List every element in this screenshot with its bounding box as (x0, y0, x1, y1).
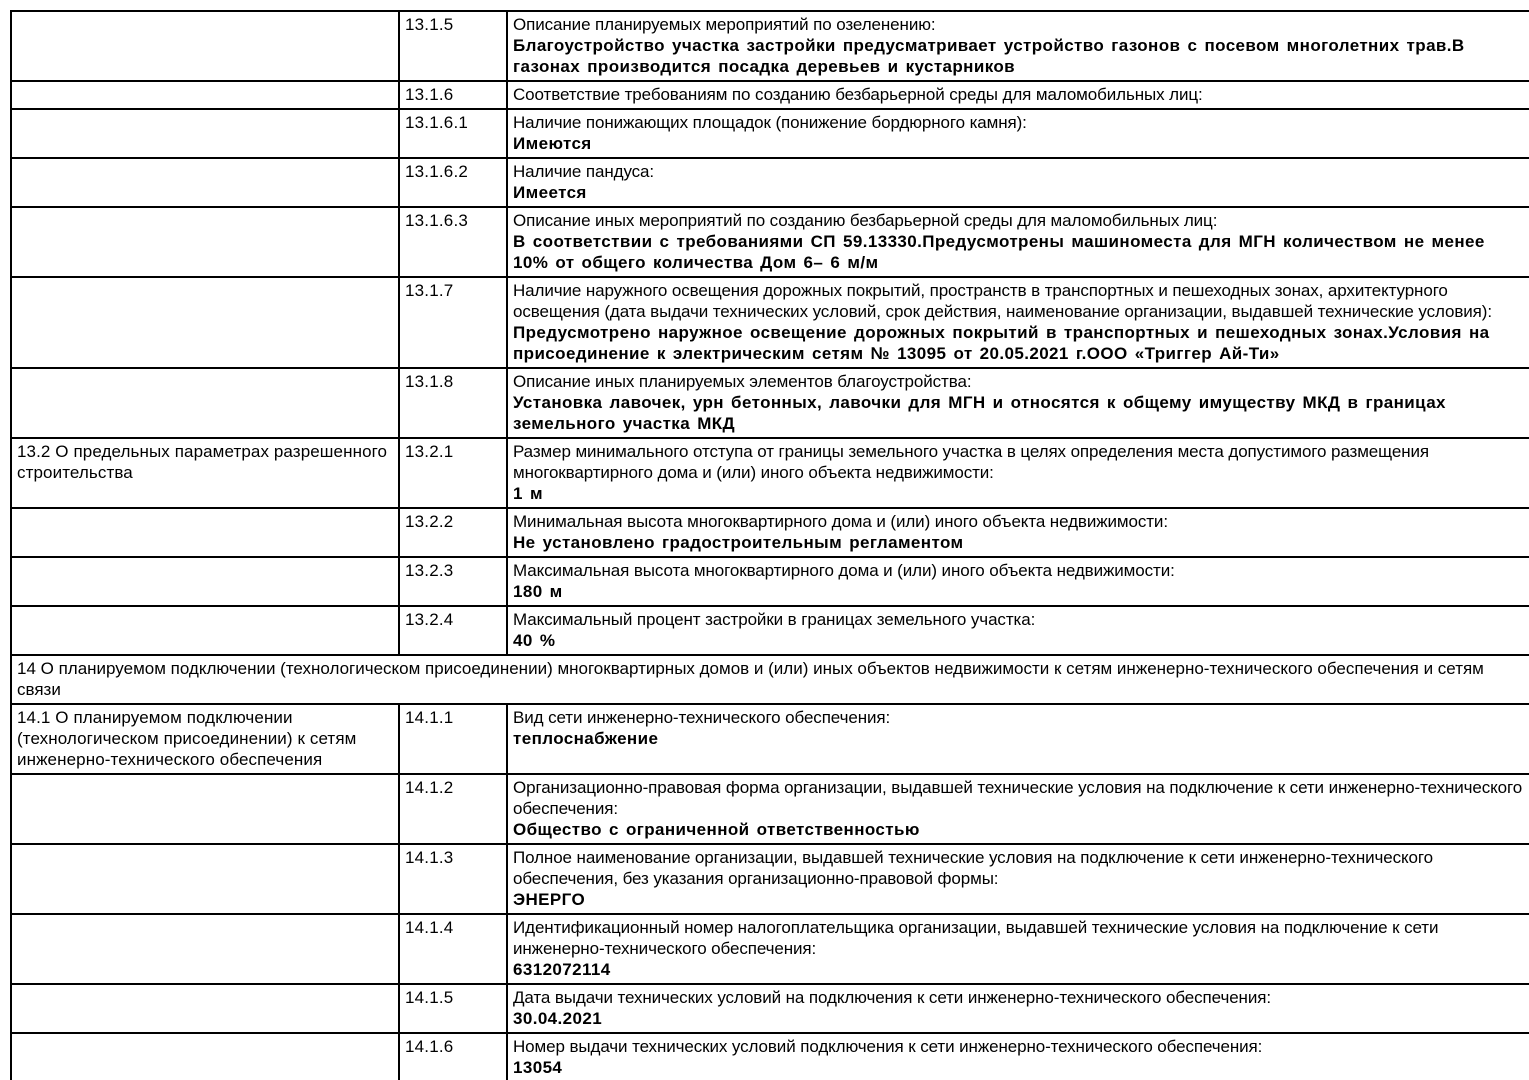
answer-text: Установка лавочек, урн бетонных, лавочки для МГН и относятся к общему имуществу МКД в границах земельного участка МКД (513, 393, 1446, 433)
section-label-cell (11, 984, 399, 1033)
answer-text: Благоустройство участка застройки предусматривает устройство газонов с посевом многолетних трав.В газонах производится посадка деревьев и кустарников (513, 36, 1465, 76)
item-number-cell: 13.1.6.1 (399, 109, 507, 158)
question-text: Размер минимального отступа от границы земельного участка в целях определения места допустимого размещения многоквартирного дома и (или) иного объекта недвижимости: (513, 442, 1429, 482)
table-row (11, 914, 1529, 984)
declaration-table-body (11, 11, 1529, 1080)
item-number-cell: 14.1.5 (399, 984, 507, 1033)
answer-text: 30.04.2021 (513, 1009, 603, 1028)
section-label-cell (11, 109, 399, 158)
answer-text: 13054 (513, 1058, 563, 1077)
item-content-cell (507, 207, 1529, 277)
table-row (11, 207, 1529, 277)
question-text: Наличие пандуса: (513, 162, 655, 181)
table-row (11, 1033, 1529, 1080)
item-number-cell: 13.1.6.2 (399, 158, 507, 207)
item-content-cell (507, 606, 1529, 655)
item-content-cell (507, 704, 1529, 774)
item-content-cell (507, 81, 1529, 109)
answer-text: Общество с ограниченной ответственностью (513, 820, 920, 839)
section-label-cell (11, 207, 399, 277)
answer-text: В соответствии с требованиями СП 59.13330.Предусмотрены машиноместа для МГН количеством не менее 10% от общего количества Дом 6– 6 м/м (513, 232, 1485, 272)
section-label-cell: 13.2 О предельных параметрах разрешенного строительства (11, 438, 399, 508)
table-row (11, 844, 1529, 914)
question-text: Наличие понижающих площадок (понижение бордюрного камня): (513, 113, 1027, 132)
declaration-table (10, 10, 1529, 1080)
section-label-cell (11, 844, 399, 914)
question-text: Идентификационный номер налогоплательщика организации, выдавшей технические условия на подключение к сети инженерно-технического обеспечения: (513, 918, 1439, 958)
item-content-cell (507, 277, 1529, 368)
question-text: Максимальный процент застройки в границах земельного участка: (513, 610, 1036, 629)
question-text: Номер выдачи технических условий подключения к сети инженерно-технического обеспечения: (513, 1037, 1263, 1056)
item-content-cell (507, 11, 1529, 81)
item-content-cell (507, 109, 1529, 158)
table-row (11, 438, 1529, 508)
table-row (11, 368, 1529, 438)
table-row (11, 774, 1529, 844)
table-row (11, 158, 1529, 207)
question-text: Соответствие требованиям по созданию безбарьерной среды для маломобильных лиц: (513, 85, 1203, 104)
section-label-cell (11, 81, 399, 109)
item-content-cell (507, 158, 1529, 207)
table-row (11, 606, 1529, 655)
item-content-cell (507, 984, 1529, 1033)
question-text: Наличие наружного освещения дорожных покрытий, пространств в транспортных и пешеходных зонах, архитектурного освещения (дата выдачи технических условий, срок действия, наименование организации, выдавшей технические условия): (513, 281, 1492, 321)
question-text: Описание планируемых мероприятий по озеленению: (513, 15, 936, 34)
answer-text: Предусмотрено наружное освещение дорожных покрытий в транспортных и пешеходных зонах.Условия на присоединение к электрическим сетям № 13095 от 20.05.2021 г.ООО «Триггер Ай-Ти» (513, 323, 1490, 363)
item-number-cell: 13.1.6.3 (399, 207, 507, 277)
answer-text: Имеется (513, 183, 587, 202)
section-label-cell (11, 368, 399, 438)
question-text: Максимальная высота многоквартирного дома и (или) иного объекта недвижимости: (513, 561, 1175, 580)
section-label-cell (11, 508, 399, 557)
item-number-cell: 13.1.5 (399, 11, 507, 81)
answer-text: 40 % (513, 631, 556, 650)
question-text: Минимальная высота многоквартирного дома и (или) иного объекта недвижимости: (513, 512, 1168, 531)
item-number-cell: 13.2.3 (399, 557, 507, 606)
table-row (11, 984, 1529, 1033)
section-label-cell (11, 774, 399, 844)
answer-text: теплоснабжение (513, 729, 659, 748)
item-number-cell: 14.1.2 (399, 774, 507, 844)
item-content-cell (507, 557, 1529, 606)
section-label-cell (11, 158, 399, 207)
section-label-cell (11, 914, 399, 984)
section-header-text: 14 О планируемом подключении (технологическом присоединении) многоквартирных домов и (или) иных объектов недвижимости к сетям инженерно-технического обеспечения и сетям связи (11, 655, 1529, 704)
item-number-cell: 13.1.7 (399, 277, 507, 368)
item-number-cell: 13.2.1 (399, 438, 507, 508)
section-label-cell: 14.1 О планируемом подключении (технологическом присоединении) к сетям инженерно-технического обеспечения (11, 704, 399, 774)
table-row (11, 109, 1529, 158)
item-number-cell: 13.1.6 (399, 81, 507, 109)
item-number-cell: 13.2.4 (399, 606, 507, 655)
question-text: Организационно-правовая форма организации, выдавшей технические условия на подключение к сети инженерно-технического обеспечения: (513, 778, 1523, 818)
answer-text: Не установлено градостроительным регламентом (513, 533, 964, 552)
question-text: Описание иных мероприятий по созданию безбарьерной среды для маломобильных лиц: (513, 211, 1218, 230)
section-header-row (11, 655, 1529, 704)
section-label-cell (11, 606, 399, 655)
item-content-cell (507, 844, 1529, 914)
section-label-cell (11, 557, 399, 606)
item-number-cell: 13.2.2 (399, 508, 507, 557)
section-label-cell (11, 11, 399, 81)
answer-text: 180 м (513, 582, 563, 601)
item-number-cell: 14.1.4 (399, 914, 507, 984)
table-row (11, 508, 1529, 557)
section-label-cell (11, 1033, 399, 1080)
section-label-cell (11, 277, 399, 368)
answer-text: 6312072114 (513, 960, 611, 979)
answer-text: 1 м (513, 484, 543, 503)
question-text: Описание иных планируемых элементов благоустройства: (513, 372, 972, 391)
item-number-cell: 14.1.6 (399, 1033, 507, 1080)
table-row (11, 277, 1529, 368)
item-content-cell (507, 914, 1529, 984)
answer-text: Имеются (513, 134, 592, 153)
question-text: Вид сети инженерно-технического обеспечения: (513, 708, 891, 727)
item-number-cell: 14.1.3 (399, 844, 507, 914)
table-row (11, 11, 1529, 81)
item-content-cell (507, 368, 1529, 438)
item-content-cell (507, 438, 1529, 508)
item-content-cell (507, 1033, 1529, 1080)
table-row (11, 81, 1529, 109)
item-number-cell: 13.1.8 (399, 368, 507, 438)
table-row (11, 704, 1529, 774)
item-number-cell: 14.1.1 (399, 704, 507, 774)
question-text: Дата выдачи технических условий на подключения к сети инженерно-технического обеспечения: (513, 988, 1271, 1007)
item-content-cell (507, 508, 1529, 557)
table-row (11, 557, 1529, 606)
question-text: Полное наименование организации, выдавшей технические условия на подключение к сети инженерно-технического обеспечения, без указания организационно-правовой формы: (513, 848, 1433, 888)
answer-text: ЭНЕРГО (513, 890, 586, 909)
item-content-cell (507, 774, 1529, 844)
